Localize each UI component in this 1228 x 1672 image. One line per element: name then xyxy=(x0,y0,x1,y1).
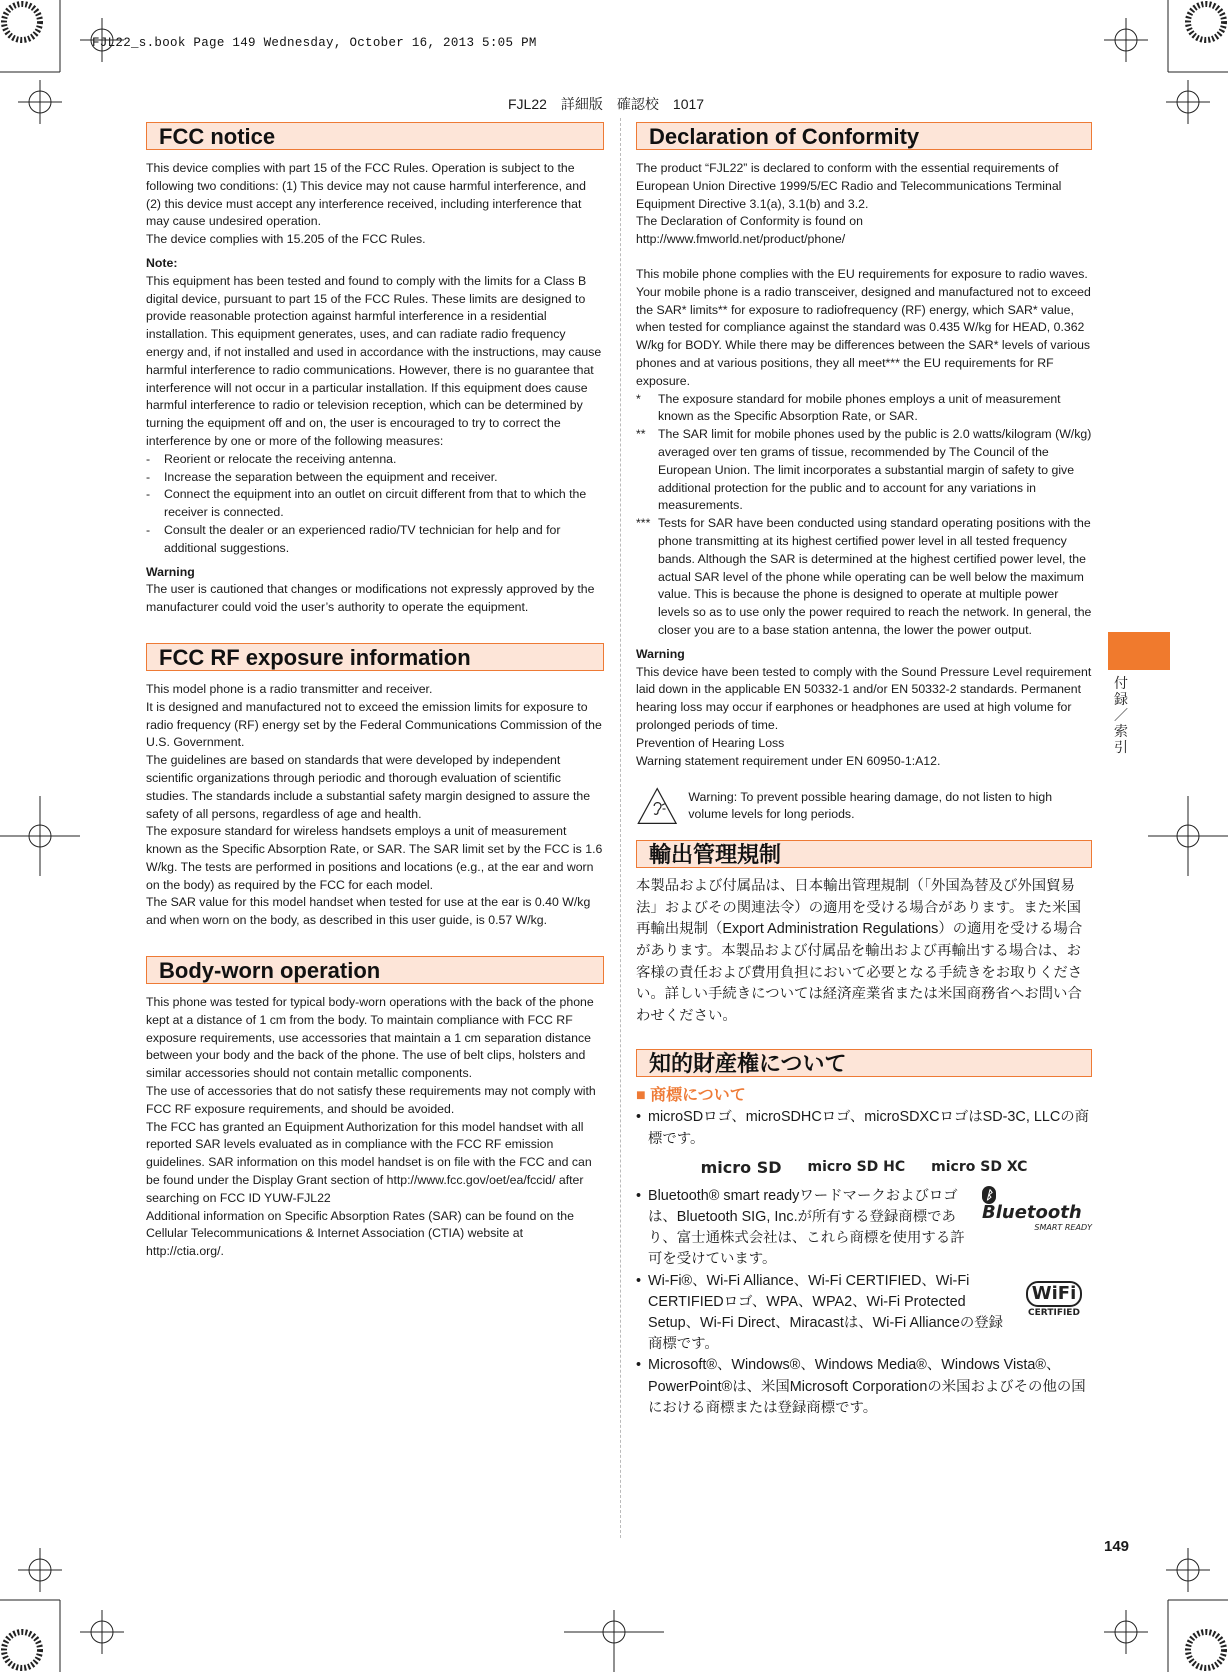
wifi-certified-logo: WiFi CERTIFIED xyxy=(1016,1281,1092,1318)
note-label: Note: xyxy=(146,255,178,270)
warning-label: Warning xyxy=(636,646,685,661)
doc-warning-p3: Warning statement requirement under EN 60950-1:A12. xyxy=(636,753,941,768)
body-worn-p2: The use of accessories that do not satisfy these requirements may not comply with FCC RF exposure requirements, and should be avoided. xyxy=(146,1084,596,1116)
sd-logos xyxy=(636,1157,1092,1177)
fcc-rf-p1: This model phone is a radio transmitter and receiver. xyxy=(146,681,433,696)
export-heading: 輸出管理規制 xyxy=(636,840,1092,868)
fcc-rf-p5: The SAR value for this model handset when tested for use at the ear is 0.40 W/kg and when worn on the body, as described in this user guide, is 0.57 W/kg. xyxy=(146,895,591,928)
doc-p1: The product “FJL22” is declared to conform with the essential requirements of European Union Directive 1999/5/EC Radio and Telecommunications Terminal Equipment Directive 3.1(a), 3.1(b) and 3.2. xyxy=(636,161,1062,211)
export-text: 本製品および付属品は、日本輸出管理規制（「外国為替及び外国貿易法」およびその関連法令）の適用を受ける場合があります。また米国再輸出規制（Export Administration Regulations）の適用を受ける場合があります。本製品および付属品を輸出および再輸出する場合は、お客様の責任および費用負担において必要となる手続きをお取りください。詳しい手続きについては経済産業省または米国商務省へお問い合わせください。 xyxy=(636,878,1083,1024)
doc-p4: This mobile phone complies with the EU requirements for exposure to radio waves. xyxy=(636,266,1088,281)
fcc-notice-heading: FCC notice xyxy=(146,122,604,150)
list-item: • Microsoft®、Windows®、Windows Media®、Windows Vista®、PowerPoint®は、米国Microsoft Corporationの米国およびその他の国における商標または登録商標です。 xyxy=(636,1357,1086,1416)
doc-warning-p1: This device have been tested to comply with the Sound Pressure Level requirement laid down in the applicable EN 50332-1 and/or EN 50332-2 standards. Permanent hearing loss may occur if earphones or headphones are used at high volume for prolonged periods of time. xyxy=(636,664,1092,732)
bluetooth-icon: ᛒ xyxy=(982,1186,996,1204)
fcc-notice-p1: This device complies with part 15 of the FCC Rules. Operation is subject to the following two conditions: (1) This device may not cause harmful interference, and (2) this device must accept any interference received, including interference that may cause undesired operation. xyxy=(146,161,586,229)
list-item: • microSDロゴ、microSDHCロゴ、microSDXCロゴはSD-3C, LLCの商標です。 xyxy=(636,1109,1089,1147)
right-column xyxy=(636,122,1092,1419)
list-item: - Reorient or relocate the receiving antenna. xyxy=(146,451,397,466)
fcc-notice-p2: The device complies with 15.205 of the FCC Rules. xyxy=(146,232,426,247)
hearing-warning-text: Warning: To prevent possible hearing damage, do not listen to high volume levels for long periods. xyxy=(688,789,1053,822)
doc-warning-p2: Prevention of Hearing Loss xyxy=(636,735,785,750)
list-item: - Connect the equipment into an outlet on circuit different from that to which the receiver is connected. xyxy=(146,487,587,520)
doc-heading: Declaration of Conformity xyxy=(636,122,1092,150)
microsd-logo: micro SD xyxy=(700,1157,782,1177)
list-item: - Increase the separation between the equipment and receiver. xyxy=(146,469,498,484)
hearing-warning-box xyxy=(636,780,1092,832)
fcc-rf-p3: The guidelines are based on standards that were developed by independent scientific organizations through periodic and thorough evaluation of scientific studies. The standards include a substantial safety margin designed to assure the safety of all persons, regardless of age and health. xyxy=(146,753,591,821)
list-item: • Wi-Fi®、Wi-Fi Alliance、Wi-Fi CERTIFIED、Wi-Fi CERTIFIEDロゴ、WPA、WPA2、Wi-Fi Protected Setup、Wi-Fi Direct、Miracastは、Wi-Fi Allianceの登録商標です。 xyxy=(636,1272,1004,1353)
list-item: • Bluetooth® smart readyワードマークおよびロゴは、Bluetooth SIG, Inc.が所有する登録商標であり、富士通株式会社は、これら商標を使用する許可を受けています。 xyxy=(636,1187,965,1268)
page-number: 149 xyxy=(1104,1538,1130,1555)
column-divider xyxy=(620,118,621,1538)
footnote: ** The SAR limit for mobile phones used by the public is 2.0 watts/kilogram (W/kg) averaged over ten grams of tissue, recommended by The Council of the European Union. The limit incorporates a substantial margin of safety to give additional protection for the public and to account for any variations in measurements. xyxy=(636,427,1092,513)
body-worn-p4: Additional information on Specific Absorption Rates (SAR) can be found on the Cellular Telecommunications & Internet Association (CTIA) website at http://ctia.org/. xyxy=(146,1208,574,1259)
warning-label: Warning xyxy=(146,564,195,579)
doc-version: FJL22 詳細版 確認校 1017 xyxy=(508,96,705,112)
doc-p2: The Declaration of Conformity is found on xyxy=(636,214,863,229)
note-text: This equipment has been tested and found to comply with the limits for a Class B digital device, pursuant to part 15 of the FCC Rules. These limits are designed to provide reasonable protection against harmful interference in a residential installation. This equipment generates, uses, and can radiate radio frequency energy and, if not installed and used in accordance with the instructions, may cause harmful interference to radio communications. However, there is no guarantee that interference will not occur in a particular installation. If this equipment does cause harmful interference to radio or television reception, which can be determined by turning the equipment off and on, the user is encouraged to try to correct the interference by one or more of the following measures: xyxy=(146,273,602,448)
side-index-label: 付録／索引 xyxy=(1114,675,1128,755)
print-header: FJL22_s.book Page 149 Wednesday, October 16, 2013 5:05 PM xyxy=(92,36,537,50)
fcc-rf-p4: The exposure standard for wireless handsets employs a unit of measurement known as the Specific Absorption Rate, or SAR. The SAR limit set by the FCC is 1.6 W/kg. The tests are performed in positions and locations (e.g., at the ear and worn on the body) as required by the FCC for each model. xyxy=(146,824,603,892)
ip-heading: 知的財産権について xyxy=(636,1049,1092,1077)
fcc-rf-p2: It is designed and manufactured not to exceed the emission limits for exposure to radio frequency (RF) energy set by the Federal Communications Commission of the U.S. Government. xyxy=(146,699,602,750)
list-item: - Consult the dealer or an experienced radio/TV technician for help and for additional suggestions. xyxy=(146,522,561,555)
trademark-subheading: ■ 商標について xyxy=(636,1087,746,1105)
body-worn-heading: Body-worn operation xyxy=(146,956,604,984)
hearing-warning-icon xyxy=(636,780,678,832)
doc-url: http://www.fmworld.net/product/phone/ xyxy=(636,232,846,247)
body-worn-p1: This phone was tested for typical body-worn operations with the back of the phone kept at a distance of 1 cm from the body. To maintain compliance with FCC RF exposure requirements, use accessories that maintain a 1 cm separation distance between your body and the back of the phone. The use of belt clips, holsters and similar accessories should not contain metallic components. xyxy=(146,995,594,1081)
bluetooth-logo: ᛒ Bluetooth SMART READY xyxy=(982,1187,1092,1232)
side-index-tab xyxy=(1108,632,1170,670)
microsdxc-logo: micro SD XC xyxy=(931,1158,1028,1175)
doc-p5: Your mobile phone is a radio transceiver, designed and manufactured not to exceed the SAR* limits** for exposure to radiofrequency (RF) energy, which SAR* value, when tested for compliance against the standard was 0.435 W/kg for HEAD, 0.362 W/kg for BODY. While there may be differences between the SAR* levels of various phones and at various positions, they all meet*** the EU requirements for RF exposure. xyxy=(636,284,1091,388)
fcc-rf-heading: FCC RF exposure information xyxy=(146,643,604,671)
footnote: *** Tests for SAR have been conducted using standard operating positions with the phone transmitting at its highest certified power level in all tested frequency bands. Although the SAR is determined at the highest certified power level, the actual SAR level of the phone while operating can be well below the maximum value. This is because the phone is designed to operate at multiple power levels so as to use only the power required to reach the network. In general, the closer you are to a base station antenna, the lower the power output. xyxy=(636,516,1092,637)
body-worn-p3: The FCC has granted an Equipment Authorization for this model handset with all reported SAR levels evaluated as in compliance with the FCC RF emission guidelines. SAR information on this model handset is on file with the FCC and can be found under the Display Grant section of http://www.fcc.gov/oet/ea/fccid/ after searching on FCC ID YUW-FJL22 xyxy=(146,1119,592,1205)
footnote: * The exposure standard for mobile phones employs a unit of measurement known as the Specific Absorption Rate, or SAR. xyxy=(636,391,1061,424)
microsdhc-logo: micro SD HC xyxy=(807,1158,906,1175)
warning-text: The user is cautioned that changes or modifications not expressly approved by the manufacturer could void the user’s authority to operate the equipment. xyxy=(146,582,595,615)
left-column xyxy=(146,122,604,1261)
